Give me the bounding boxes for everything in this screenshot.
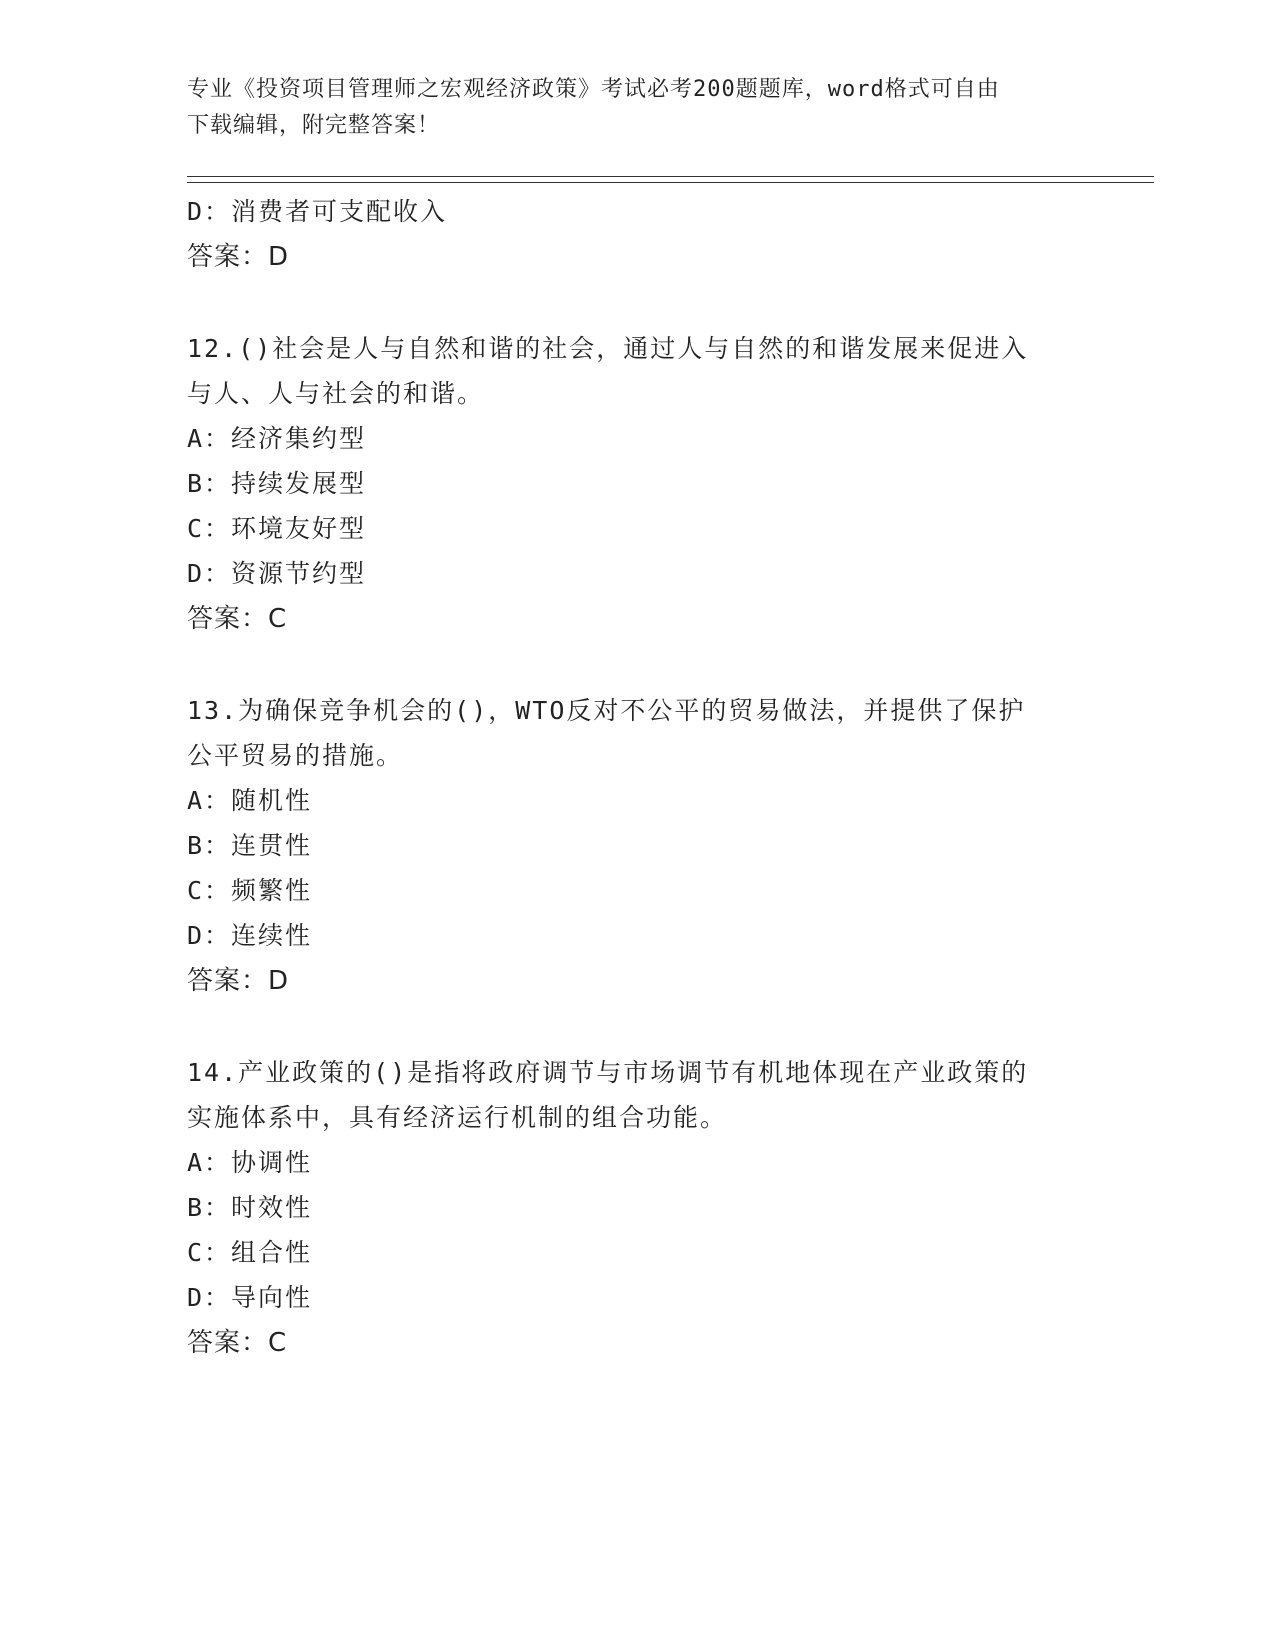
header-rule-bottom bbox=[187, 182, 1154, 183]
option-b: B：时效性 bbox=[187, 1193, 313, 1222]
option-a: A：经济集约型 bbox=[187, 424, 367, 453]
header-line-2: 下载编辑，附完整答案！ bbox=[187, 113, 441, 138]
option-a: A：随机性 bbox=[187, 786, 313, 815]
header-line-1: 专业《投资项目管理师之宏观经济政策》考试必考200题题库，word格式可自由 bbox=[187, 77, 1000, 102]
option-b: B：持续发展型 bbox=[187, 469, 367, 498]
header-rule-top bbox=[187, 176, 1154, 177]
question-stem bbox=[187, 688, 1067, 778]
answer-line: 答案：D bbox=[187, 966, 290, 996]
document-body bbox=[187, 189, 1087, 1366]
question-stem-line: 实施体系中，具有经济运行机制的组合功能。 bbox=[187, 1103, 728, 1132]
question-14 bbox=[187, 1050, 1087, 1366]
question-stem-line: 与人、人与社会的和谐。 bbox=[187, 379, 485, 408]
answer-line: 答案：D bbox=[187, 242, 290, 272]
question-stem-line: 公平贸易的措施。 bbox=[187, 741, 404, 770]
document-header bbox=[187, 72, 1067, 144]
option-d: D：导向性 bbox=[187, 1283, 313, 1312]
question-stem bbox=[187, 326, 1067, 416]
question-stem-line: 14.产业政策的()是指将政府调节与市场调节有机地体现在产业政策的 bbox=[187, 1058, 1029, 1087]
option-a: A：协调性 bbox=[187, 1148, 313, 1177]
option-b: B：连贯性 bbox=[187, 831, 313, 860]
option-d: D：连续性 bbox=[187, 921, 313, 950]
question-13 bbox=[187, 688, 1087, 1004]
option-d: D：消费者可支配收入 bbox=[187, 197, 448, 226]
option-c: C：组合性 bbox=[187, 1238, 313, 1267]
option-c: C：环境友好型 bbox=[187, 514, 367, 543]
question-stem-line: 12.()社会是人与自然和谐的社会，通过人与自然的和谐发展来促进入 bbox=[187, 334, 1029, 363]
question-12 bbox=[187, 326, 1087, 642]
option-d: D：资源节约型 bbox=[187, 559, 367, 588]
question-stem-line: 13.为确保竞争机会的()，WTO反对不公平的贸易做法，并提供了保护 bbox=[187, 696, 1026, 725]
answer-line: 答案：C bbox=[187, 604, 288, 634]
question-stem bbox=[187, 1050, 1067, 1140]
option-c: C：频繁性 bbox=[187, 876, 313, 905]
answer-line: 答案：C bbox=[187, 1328, 288, 1358]
previous-question-tail bbox=[187, 189, 1087, 280]
